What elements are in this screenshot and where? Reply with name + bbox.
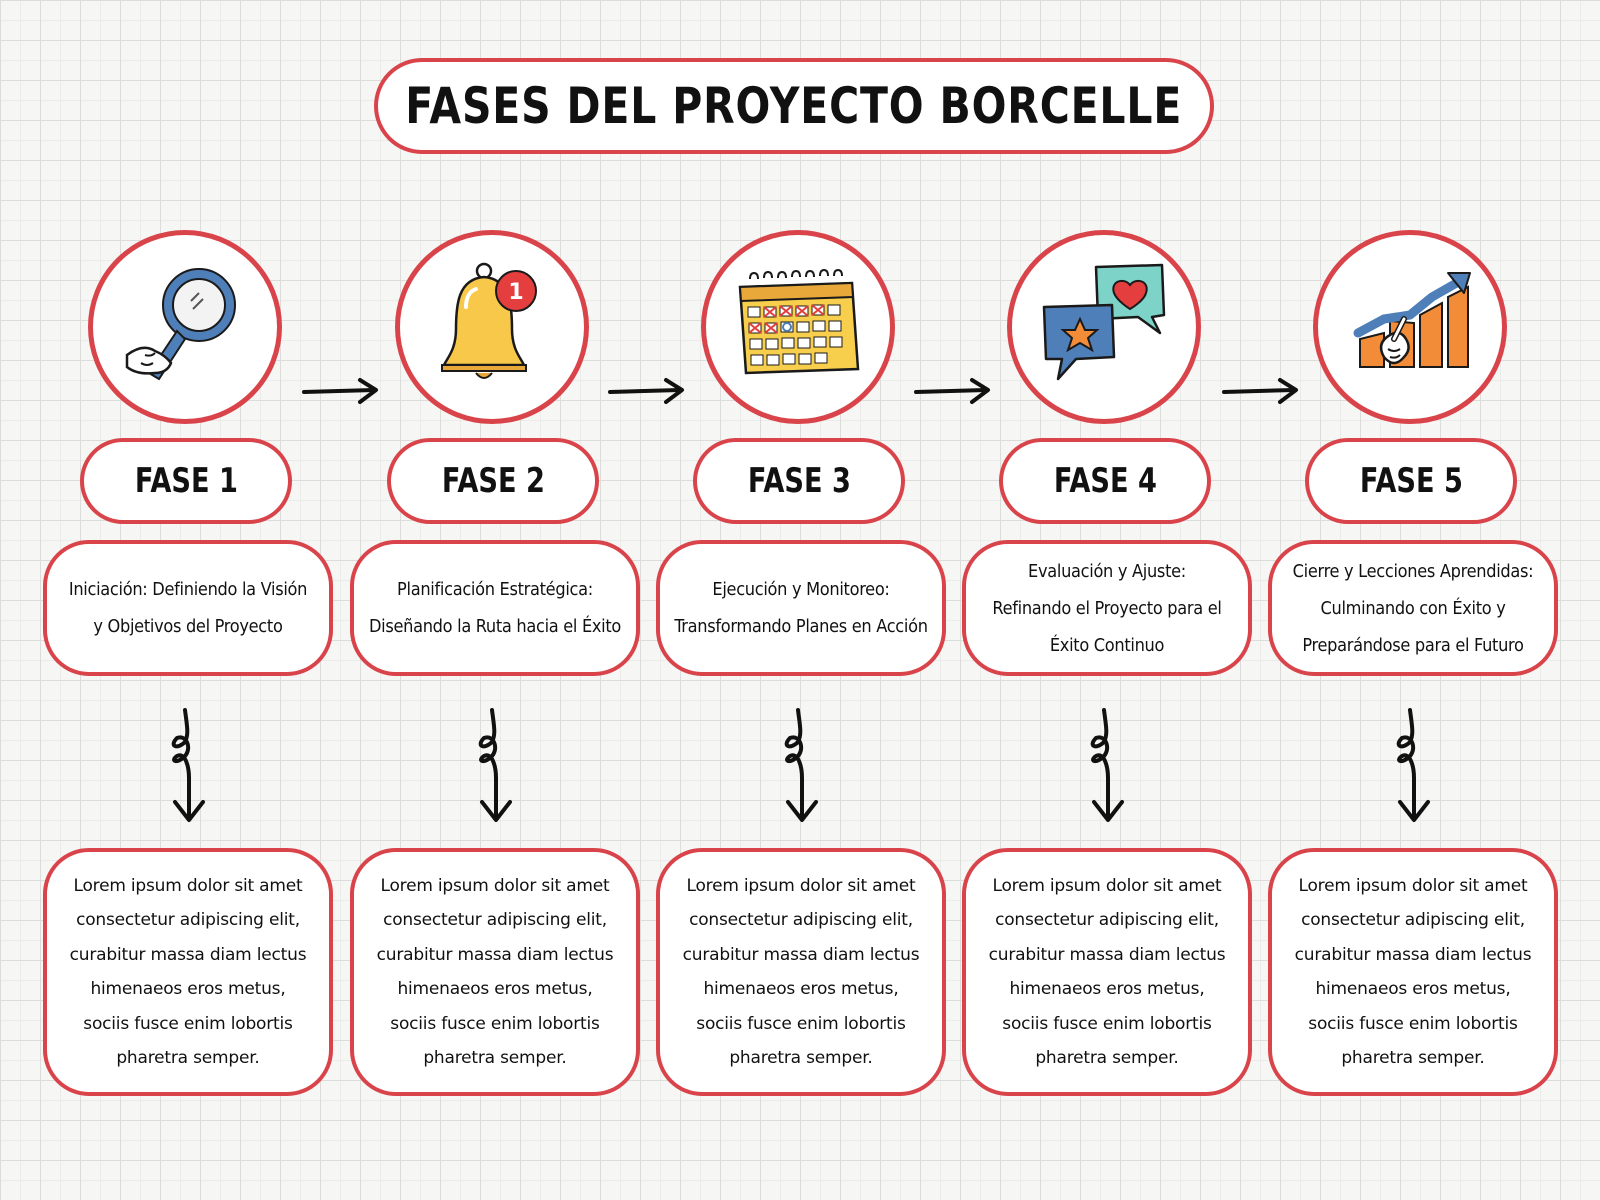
description-line: Evaluación y Ajuste:	[1028, 560, 1186, 582]
phase-2-description	[369, 571, 621, 645]
phase-4-body-text: Lorem ipsum dolor sit amet consectetur adipiscing elit, curabitur massa diam lectus himenaeos eros metus, sociis fusce enim lobortis pharetra semper.	[988, 875, 1226, 1068]
phase-1-body-text: Lorem ipsum dolor sit amet consectetur adipiscing elit, curabitur massa diam lectus himenaeos eros metus, sociis fusce enim lobortis pharetra semper.	[69, 875, 307, 1068]
phase-1-icon-circle	[88, 230, 282, 424]
description-line: Diseñando la Ruta hacia el Éxito	[368, 616, 622, 637]
description-line: Éxito Continuo	[1049, 634, 1165, 656]
phase-1-description	[69, 571, 307, 645]
phase-2-description-box	[350, 540, 640, 676]
phase-column-4	[962, 0, 1252, 1200]
phase-3-description-box	[656, 540, 946, 676]
phase-column-1	[43, 0, 333, 1200]
magnifying-glass-icon	[115, 257, 255, 397]
description-line: Ejecución y Monitoreo:	[712, 579, 890, 600]
squiggle-down-arrow-icon	[163, 706, 213, 824]
description-line: y Objetivos del Proyecto	[93, 616, 283, 637]
growth-chart-icon	[1340, 257, 1480, 397]
phase-5-body-box	[1268, 848, 1558, 1096]
squiggle-down-arrow-icon	[776, 706, 826, 824]
squiggle-down-arrow-icon	[1388, 706, 1438, 824]
description-line: Cierre y Lecciones Aprendidas:	[1292, 560, 1534, 582]
phase-1-description-box	[43, 540, 333, 676]
phase-1-label: FASE 1	[134, 461, 238, 501]
phase-1-label-pill	[80, 438, 292, 524]
phase-5-label-pill	[1305, 438, 1517, 524]
page-title: FASES DEL PROYECTO BORCELLE	[405, 77, 1183, 135]
phase-column-5	[1268, 0, 1558, 1200]
right-arrow-icon	[608, 376, 688, 406]
description-line: Planificación Estratégica:	[397, 579, 593, 600]
phase-2-body-box	[350, 848, 640, 1096]
phase-5-description-box	[1268, 540, 1558, 676]
phase-4-label: FASE 4	[1053, 461, 1157, 501]
description-line: Refinando el Proyecto para el	[992, 597, 1222, 619]
phase-3-description	[674, 571, 927, 645]
notification-bell-icon	[422, 257, 562, 397]
phase-1-body-box	[43, 848, 333, 1096]
phase-5-body-text: Lorem ipsum dolor sit amet consectetur adipiscing elit, curabitur massa diam lectus himenaeos eros metus, sociis fusce enim lobortis pharetra semper.	[1294, 875, 1532, 1068]
phase-5-label: FASE 5	[1359, 461, 1463, 501]
right-arrow-icon	[1222, 376, 1302, 406]
description-line: Preparándose para el Futuro	[1302, 634, 1524, 656]
description-line: Culminando con Éxito y	[1320, 597, 1506, 619]
phase-4-label-pill	[999, 438, 1211, 524]
phase-4-description	[992, 553, 1221, 664]
right-arrow-icon	[914, 376, 994, 406]
phase-3-body-text: Lorem ipsum dolor sit amet consectetur adipiscing elit, curabitur massa diam lectus himenaeos eros metus, sociis fusce enim lobortis pharetra semper.	[682, 875, 920, 1068]
calendar-icon	[728, 257, 868, 397]
phase-5-description	[1293, 553, 1534, 664]
phase-2-body-text: Lorem ipsum dolor sit amet consectetur adipiscing elit, curabitur massa diam lectus himenaeos eros metus, sociis fusce enim lobortis pharetra semper.	[376, 875, 614, 1068]
description-line: Iniciación: Definiendo la Visión	[68, 579, 308, 600]
phase-column-2	[350, 0, 640, 1200]
phase-3-label: FASE 3	[747, 461, 851, 501]
phase-5-icon-circle	[1313, 230, 1507, 424]
phase-2-label: FASE 2	[441, 461, 545, 501]
phase-column-3	[656, 0, 946, 1200]
right-arrow-icon	[302, 376, 382, 406]
squiggle-down-arrow-icon	[1082, 706, 1132, 824]
phase-3-body-box	[656, 848, 946, 1096]
phase-3-label-pill	[693, 438, 905, 524]
phase-4-icon-circle	[1007, 230, 1201, 424]
phase-4-description-box	[962, 540, 1252, 676]
bell-badge-count: 1	[508, 280, 524, 305]
phase-4-body-box	[962, 848, 1252, 1096]
squiggle-down-arrow-icon	[470, 706, 520, 824]
chat-bubbles-icon	[1034, 257, 1174, 397]
phase-2-icon-circle	[395, 230, 589, 424]
description-line: Transformando Planes en Acción	[674, 616, 928, 637]
phase-2-label-pill	[387, 438, 599, 524]
phase-3-icon-circle	[701, 230, 895, 424]
